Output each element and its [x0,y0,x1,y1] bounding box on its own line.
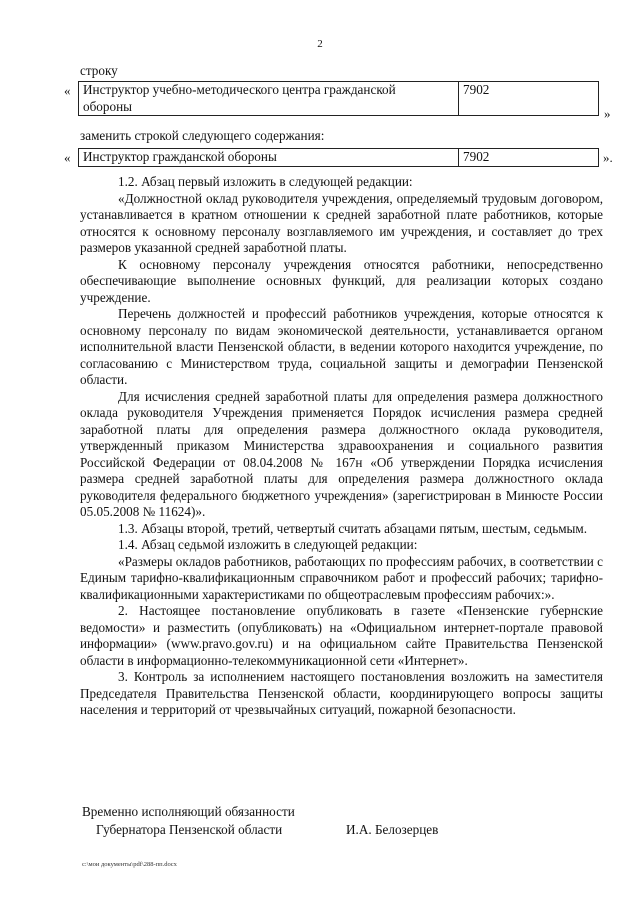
paragraph-publication: 2. Настоящее постановление опубликовать в газете «Пензенские губернские ведомости» и разместить (опубликовать) на «Официальном интернет-портале правовой информации» (www.pravo.gov.ru) и на официальном сайте Правительства Пензенской области в информационно-телекоммуникационной сети «Интернет». [80,603,603,668]
old-row-name-line2: обороны [83,98,133,114]
replace-text: заменить строкой следующего содержания: [80,128,325,143]
paragraph-main-staff: К основному персоналу учреждения относятся работники, непосредственно обеспечивающие выполнение основных функций, для реализации которых создано учреждение. [80,256,603,305]
paragraph-worker-salaries: «Размеры окладов работников, работающих по профессиям рабочих, в соответствии с Единым тарифно-квалификационным справочником работ и профессий рабочих; тарифно-квалификационными характеристиками по общеотраслевым профессиям рабочих:». [80,553,603,602]
old-row-code-cell [459,82,599,116]
signature-title-line2: Губернатора Пензенской области [96,822,283,837]
new-row-name: Инструктор гражданской обороны [83,149,277,164]
new-row-close-quote: ». [603,150,613,165]
signature-name: И.А. Белозерцев [346,822,439,837]
paragraph-1-4: 1.4. Абзац седьмой изложить в следующей редакции: [118,537,418,552]
intro-word: строку [80,63,118,78]
paragraph-salary: «Должностной оклад руководителя учреждения, определяемый трудовым договором, устанавливается в кратном отношении к средней заработной плате работников, которые относятся к основному персоналу возглавляемого им учреждения, и составляет до трех размеров указанной средней заработной платы. [80,190,603,255]
old-row-name-cell [79,82,459,116]
paragraph-1-3: 1.3. Абзацы второй, третий, четвертый считать абзацами пятым, шестым, седьмым. [118,520,588,536]
old-row-table [78,81,599,116]
new-row-code: 7902 [463,149,490,164]
new-row-table [78,148,599,167]
paragraph-control: 3. Контроль за исполнением настоящего постановления возложить на заместителя Председателя Правительства Пензенской области, координирующего вопросы защиты населения и территорий от чрезвычайных ситуаций, пожарной безопасности. [80,669,603,717]
paragraph-average-salary: Для исчисления средней заработной платы для определения размера должностного оклада руководителя Учреждения применяется Порядок исчисления размера средней заработной платы для определения размера должностного оклада руководителя, утвержденный приказом Министерства здравоохранения и социального развития Российской Федерации от 08.04.2008 № 167н «Об утверждении Порядка исчисления размера средней заработной платы для определения размера должностного оклада руководителя федерального бюджетного учреждения» (зарегистрирован в Минюсте России 05.05.2008 № 11624)». [80,388,603,519]
old-row-close-quote: » [604,106,611,121]
new-row-open-quote: « [64,150,71,165]
page-number: 2 [317,38,323,50]
old-row-code: 7902 [463,82,490,97]
old-row-name-line1: Инструктор учебно-методического центра гражданской [83,82,396,97]
signature-title-line1: Временно исполняющий обязанности [82,804,295,819]
body-text [80,174,603,719]
paragraph-positions-list: Перечень должностей и профессий работников учреждения, которые относятся к основному персоналу по видам экономической деятельности, устанавливается органом исполнительной власти Пензенской области, в ведении которого находится учреждение, по согласованию с Министерством труда, социальной защиты и демографии Пензенской области. [80,306,603,387]
new-row-name-cell [79,149,459,167]
paragraph-1-2: 1.2. Абзац первый изложить в следующей редакции: [118,174,413,189]
new-row-code-cell [459,149,599,167]
footer-file-path: c:\мои документы\pdf\288-пп.docx [82,861,177,868]
old-row-open-quote: « [64,83,71,98]
